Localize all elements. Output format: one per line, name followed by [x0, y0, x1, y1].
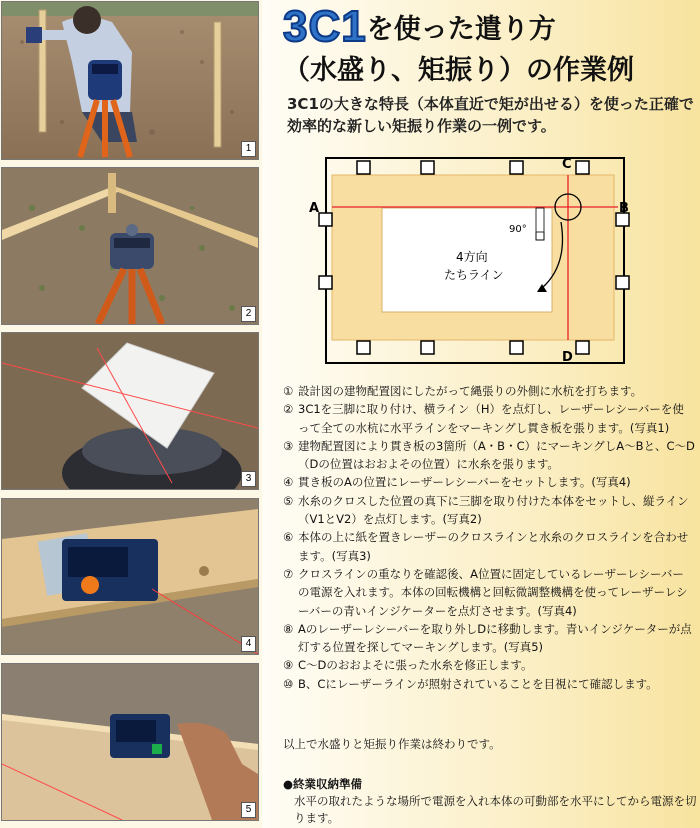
step-marker: ①	[283, 384, 294, 398]
step-marker: ⑩	[283, 676, 294, 691]
step-item	[283, 675, 695, 693]
procedure-steps	[283, 382, 695, 693]
point-d-label: D	[562, 350, 573, 365]
photo-4	[1, 498, 259, 655]
step-text: 3C1を三脚に取り付け、横ライン（H）を点灯し、レーザーレシーバーを使って全ての水杭に水平ラインをマーキングし貫き板を張ります。(写真1)	[298, 402, 684, 435]
photo-number: 2	[241, 306, 256, 322]
product-name: 3C1	[283, 2, 367, 51]
step-text: 貫き板のAの位置にレーザーレシーバーをセットします。(写真4)	[298, 475, 631, 490]
photo-1	[1, 1, 259, 160]
step-marker: ⑦	[283, 566, 294, 581]
prep-heading: ●終業収納準備	[283, 777, 363, 791]
step-item	[283, 437, 695, 474]
photo-number: 1	[241, 141, 256, 157]
step-text: C〜Dのおおよそに張った水糸を修正します。	[298, 658, 533, 673]
page-title	[283, 2, 556, 51]
step-marker: ⑤	[283, 493, 294, 508]
step-item	[283, 528, 695, 565]
angle-label: 90°	[509, 224, 527, 235]
photo-5	[1, 663, 259, 821]
photo-number: 4	[241, 636, 256, 652]
step-item	[283, 473, 695, 491]
prep-text: 水平の取れたような場所で電源を入れ本体の可動部を水平にしてから電源を切ります。	[294, 794, 697, 825]
photo-number: 5	[241, 802, 256, 818]
title-line1: を使った遣り方	[366, 14, 556, 45]
step-text: Aのレーザーレシーバーを取り外しDに移動します。青いインジケーターが点灯する位置を探してマーキングします。(写真5)	[298, 621, 692, 655]
step-text: 水糸のクロスした位置の真下に三脚を取り付けた本体をセットし、縦ライン（V1とV2）を点灯します。(写真2)	[298, 493, 689, 527]
step-marker: ⑥	[283, 530, 294, 545]
point-c-label: C	[562, 157, 572, 172]
step-text: B、Cにレーザーラインが照射されていることを目視にて確認します。	[298, 676, 658, 691]
step-marker: ②	[283, 402, 294, 417]
step-marker: ⑨	[283, 658, 294, 673]
direction-label-2: たちライン	[444, 268, 504, 282]
step-marker: ④	[283, 475, 294, 490]
step-text: 本体の上に紙を置きレーザーのクロスラインと水糸のクロスラインを合わせます。(写真3)	[298, 530, 689, 563]
title-line2: （水盛り、矩振り）の作業例	[283, 55, 634, 86]
step-item	[283, 656, 695, 674]
step-marker: ③	[283, 438, 294, 453]
step-item	[283, 620, 695, 657]
direction-label-1: 4方向	[456, 250, 488, 264]
step-text: 建物配置図により貫き板の3箇所（A・B・C）にマーキングしA〜Bと、C〜D（Dの位置はおおよその位置）に水糸を張ります。	[298, 438, 695, 472]
point-b-label: B	[619, 201, 629, 216]
intro-text: 3C1の大きな特長（本体直近で矩が出せる）を使った正確で効率的な新しい矩振り作業の一例です。	[287, 95, 694, 135]
step-item	[283, 382, 695, 400]
photo-2	[1, 167, 259, 325]
closing-text: 以上で水盛りと矩振り作業は終わりです。	[283, 737, 501, 751]
photo-number: 3	[241, 471, 256, 487]
step-marker: ⑧	[283, 621, 294, 636]
step-text: 設計図の建物配置図にしたがって縄張りの外側に水杭を打ちます。	[298, 384, 643, 398]
step-item	[283, 492, 695, 529]
step-text: クロスラインの重なりを確認後、A位置に固定しているレーザーレシーバーの電源を入れます。本体の回転機構と回転微調整機構を使ってレーザーレシーバーの青いインジケーターを点灯させます。(写真4)	[298, 566, 688, 618]
step-item	[283, 400, 695, 437]
point-a-label: A	[309, 201, 320, 216]
layout-diagram	[306, 150, 646, 375]
photo-3	[1, 332, 259, 490]
step-item	[283, 565, 695, 620]
